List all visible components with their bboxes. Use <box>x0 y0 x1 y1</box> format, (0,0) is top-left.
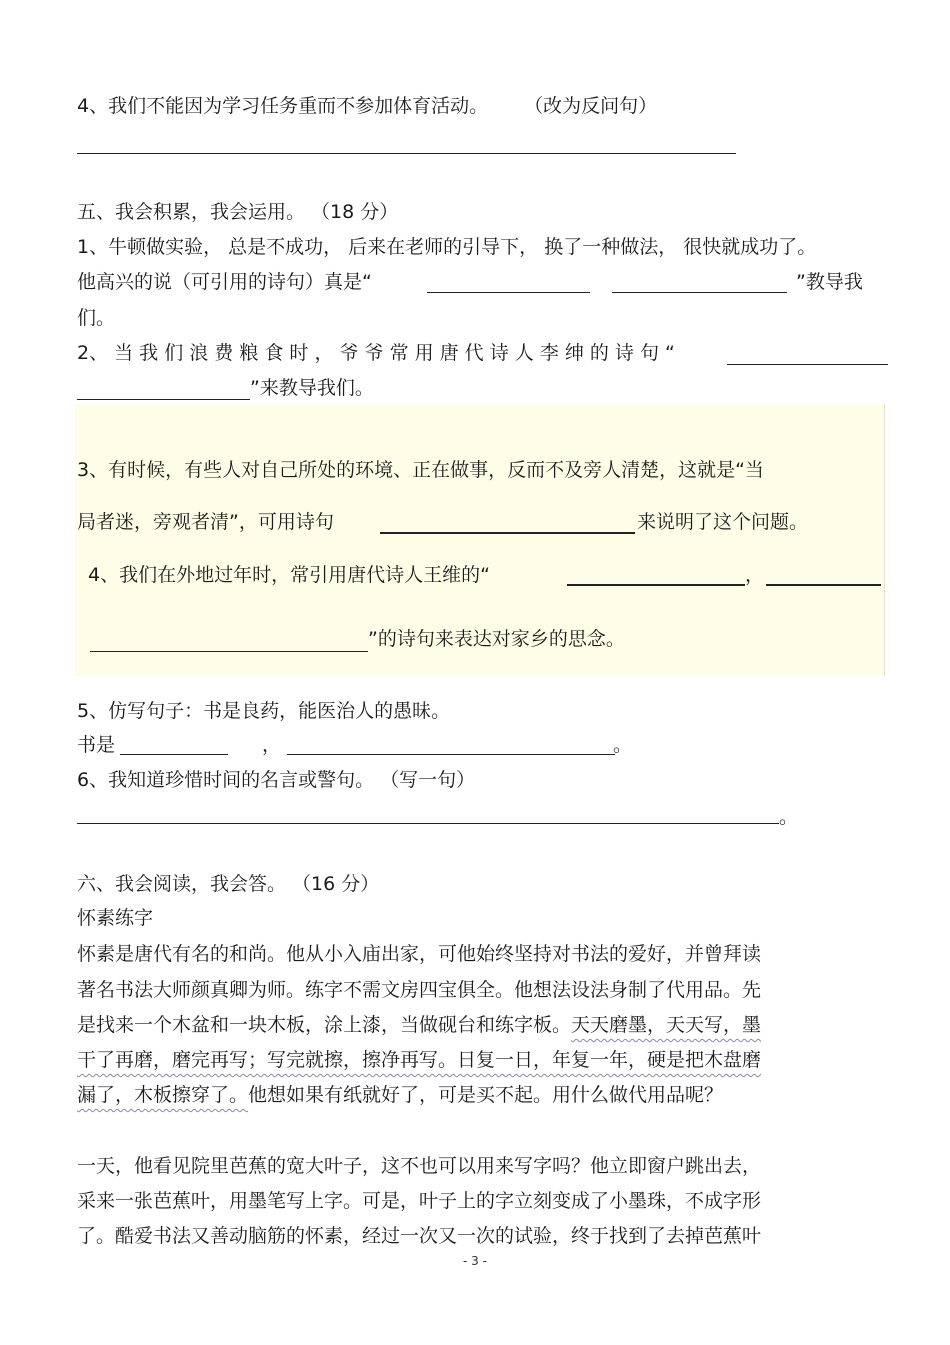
passage-text: 他想如果有纸就好了，可是买不起。用什么做代用品呢？ <box>248 1084 724 1106</box>
s5-q2-line1: 2、 当 我 们 浪 费 粮 食 时 ， 爷 爷 常 用 唐 代 诗 人 李 绅 的 诗 句 “ <box>77 342 675 364</box>
question-text: 4、我们不能因为学习任务重而不参加体育活动。 <box>77 95 489 117</box>
s5-q6-end: 。 <box>779 806 799 828</box>
answer-blank[interactable] <box>567 584 745 586</box>
page-number: - 3 - <box>463 1254 487 1268</box>
answer-blank[interactable] <box>612 292 787 293</box>
s5-q4-comma: ， <box>745 564 765 586</box>
answer-blank[interactable] <box>120 754 228 755</box>
wavy-underlined-text: 漏了，木板擦穿了。 <box>77 1084 249 1106</box>
answer-blank[interactable] <box>727 364 888 365</box>
answer-blank[interactable] <box>90 651 368 652</box>
s5-q1-line1: 1、牛顿做实验， 总是不成功， 后来在老师的引导下， 换了一种做法， 很快就成功了。 <box>77 236 817 258</box>
wavy-underlined-text: 干了再磨，磨完再写；写完就擦，擦净再写。日复一日，年复一年，硬是把木盘磨 <box>77 1049 762 1071</box>
s5-q2-line2: ”来教导我们。 <box>250 377 374 399</box>
passage-text: 是找来一个木盆和一块木板，涂上漆，当做砚台和练字板。 <box>77 1014 572 1036</box>
answer-blank[interactable] <box>77 399 250 400</box>
question-4-rewrite <box>77 92 657 120</box>
answer-line[interactable] <box>77 823 779 824</box>
s5-q3-line2-start: 局者迷，旁观者清”，可用诗句 <box>77 511 334 533</box>
s5-q5-comma: ， <box>262 734 282 756</box>
answer-blank[interactable] <box>287 754 615 755</box>
answer-blank[interactable] <box>380 532 635 534</box>
passage-line: 怀素是唐代有名的和尚。他从小入庙出家，可他始终坚持对书法的爱好，并曾拜读 <box>77 943 762 965</box>
passage-title: 怀素练字 <box>77 907 154 929</box>
passage-line <box>77 1081 723 1109</box>
section-6-heading: 六、我会阅读，我会答。 （16 分） <box>77 873 380 895</box>
passage-line: 著名书法大师颜真卿为师。练字不需文房四宝俱全。他想法设法身制了代用品。先 <box>77 979 762 1001</box>
answer-blank[interactable] <box>766 584 881 586</box>
s5-q4-line2: ”的诗句来表达对家乡的思念。 <box>368 628 625 650</box>
s5-q1-line2-end: ”教导我 <box>796 271 863 293</box>
s5-q3-line1: 3、有时候，有些人对自己所处的环境、正在做事，反而不及旁人清楚，这就是“当 <box>77 459 764 481</box>
s5-q5-prefix: 书是 <box>77 734 116 756</box>
passage-line <box>77 1011 761 1039</box>
s5-q1-line2-start: 他高兴的说（可引用的诗句）真是“ <box>77 271 372 293</box>
s5-q3-line2-end: 来说明了这个问题。 <box>637 511 809 533</box>
section-5-heading: 五、我会积累，我会运用。 （18 分） <box>77 201 399 223</box>
answer-line[interactable] <box>77 153 736 154</box>
passage-line: 采来一张芭蕉叶，用墨笔写上字。可是，叶子上的字立刻变成了小墨珠，不成字形 <box>77 1190 762 1212</box>
wavy-underlined-text: 天天磨墨，天天写，墨 <box>571 1014 762 1036</box>
s5-q5-end: 。 <box>613 734 633 756</box>
s5-q4-line1: 4、我们在外地过年时，常引用唐代诗人王维的“ <box>88 564 490 586</box>
s5-q5-line1: 5、仿写句子：书是良药，能医治人的愚昧。 <box>77 700 451 722</box>
s5-q6-line1: 6、我知道珍惜时间的名言或警句。 （写一句） <box>77 769 476 791</box>
passage-line: 了。酷爱书法又善动脑筋的怀素，经过一次又一次的试验，终于找到了去掉芭蕉叶 <box>77 1225 762 1247</box>
question-note: （改为反问句） <box>524 95 658 117</box>
passage-line <box>77 1046 761 1074</box>
passage-line: 一天，他看见院里芭蕉的宽大叶子，这不也可以用来写字吗？他立即窗户跳出去， <box>77 1155 762 1177</box>
s5-q1-line3: 们。 <box>77 307 116 329</box>
answer-blank[interactable] <box>427 292 590 293</box>
